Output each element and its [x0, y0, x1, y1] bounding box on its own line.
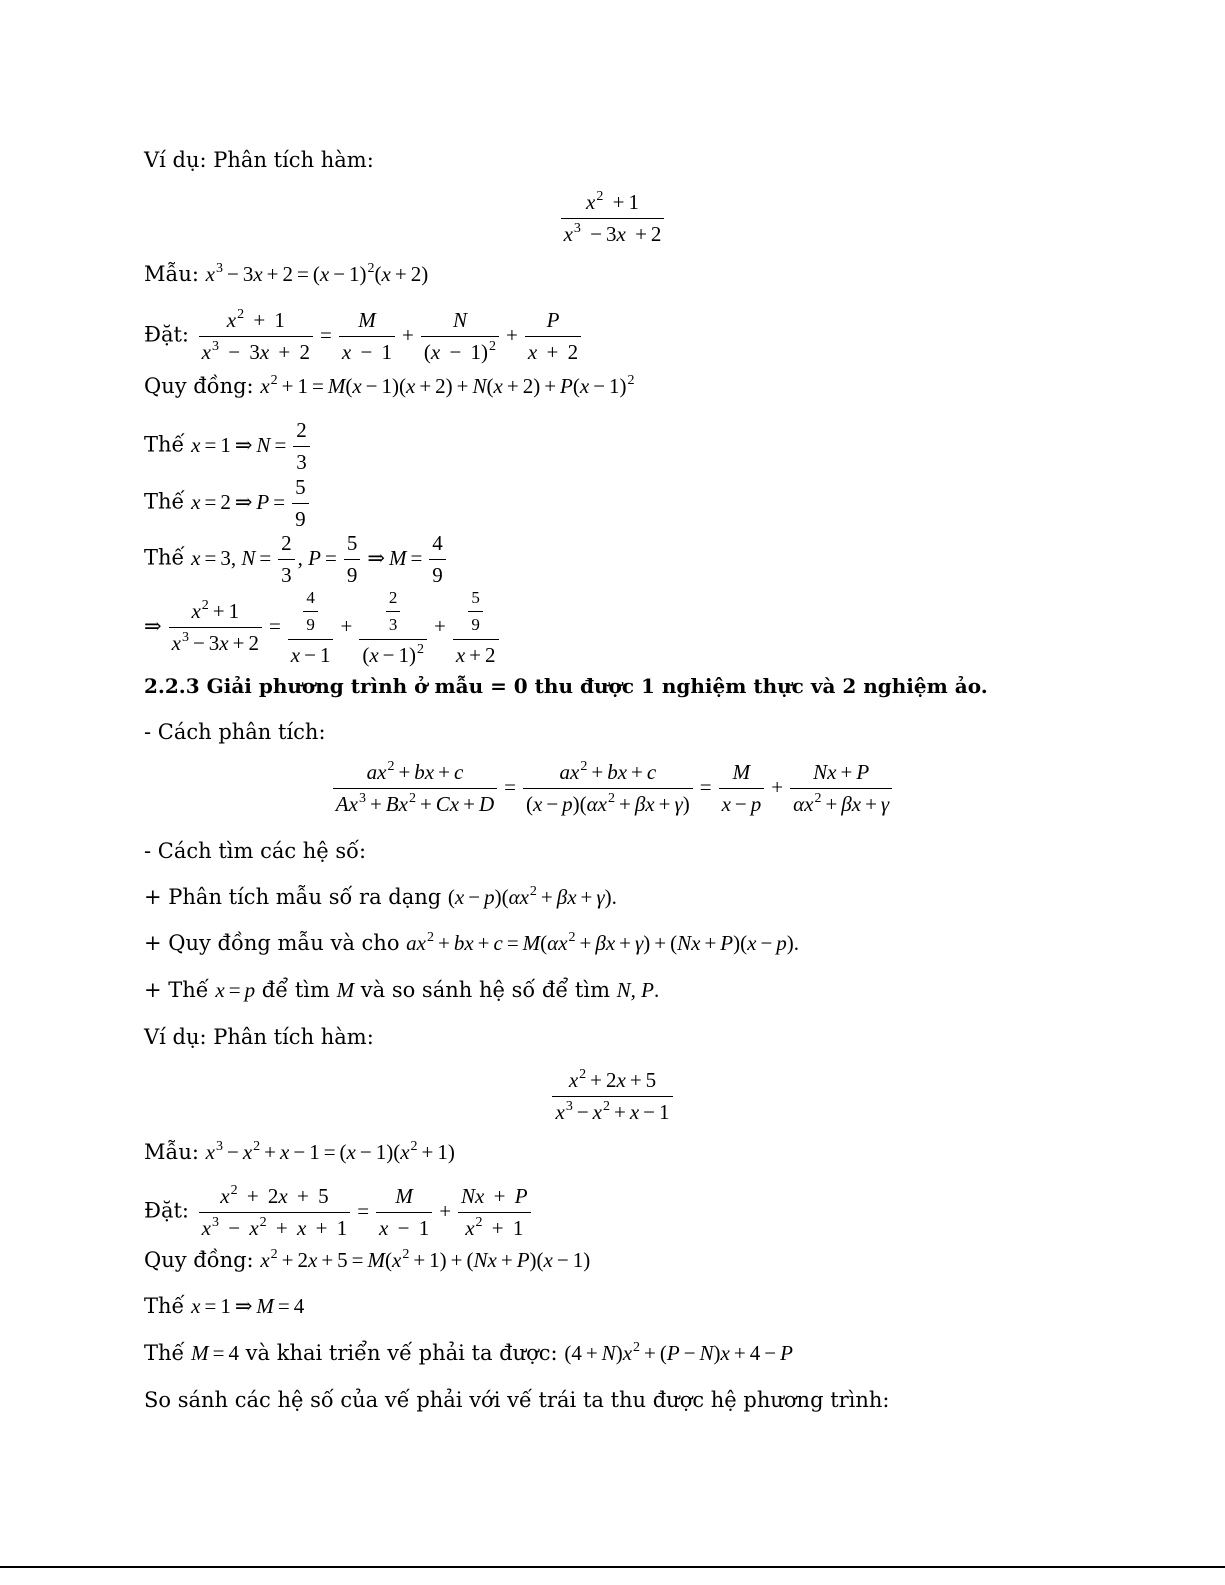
example2-common-denominator: Quy đồng: $x^2 + 2x + 5 = M(x^2 + 1) + (Nx + P)(x - 1)$ [144, 1247, 591, 1272]
analysis-method-label: - Cách phân tích: [144, 720, 326, 744]
example1-denominator-line: Mẫu: $x^3 - 3x + 2 = (x - 1)^2(x + 2)$ [144, 261, 429, 286]
example1-set-line: Đặt: $\frac{x^2 + 1}{x^3 - 3x + 2}$ = $\frac{M}{x - 1}$ + $\frac{N}{(x - 1)^2}$ + $\frac{P}{x + 2}$ [144, 308, 584, 365]
example2-denominator-line: Mẫu: $x^3 - x^2 + x - 1 = (x - 1)(x^2 + 1)$ [144, 1139, 455, 1164]
coefficient-step-1: + Phân tích mẫu số ra dạng $(x - p)(\alpha x^2 + \beta x + \gamma)$. [144, 884, 617, 909]
example1-substitute-1: Thế x = 1 ⇒ N = $\frac{2}{3}$ [144, 418, 313, 475]
example1-substitute-3: Thế x = 3, N = $\frac{2}{3}$ , P = $\frac{5}{9}$ ⇒ M = $\frac{4}{9}$ [144, 531, 449, 588]
example2-intro: Ví dụ: Phân tích hàm: [144, 1025, 374, 1049]
example1-result: ⇒ $\frac{x^2 + 1}{x^3 - 3x + 2}$ = $\frac{\frac{4}{9}}{x - 1}$ + $\frac{\frac{2}{3}}{(x - 1)^2}$ + $\frac{\frac{5}{9}}{x + 2}$ [144, 588, 502, 668]
example2-compare-coefficients: So sánh các hệ số của vế phải với vế trái ta thu được hệ phương trình: [144, 1388, 890, 1412]
coefficient-method-label: - Cách tìm các hệ số: [144, 839, 367, 863]
example2-substitute-1: Thế x = 1 ⇒ M = 4 [144, 1294, 305, 1318]
example1-intro: Ví dụ: Phân tích hàm: [144, 148, 374, 172]
general-decomposition-formula: $\frac{ax^2 + bx + c}{Ax^3 + Bx^2 + Cx + D}$ = $\frac{ax^2 + bx + c}{(x - p)(\alpha x^2 + \beta x + \gamma)}$ = $\frac{M}{x - p}$ + $\frac{Nx + P}{\alpha x^2 + \beta x + \gamma}$ [0, 760, 1225, 817]
coefficient-step-3: + Thế x = p để tìm M và so sánh hệ số để tìm N, P. [144, 978, 660, 1002]
coefficient-step-2: + Quy đồng mẫu và cho $ax^2$ + bx + $c = M(\alpha x^2 + \beta x + \gamma) + (Nx + P)(x - p)$. [144, 930, 800, 955]
example1-common-denominator: Quy đồng: $x^2 + 1 = M(x - 1)(x + 2) + N(x + 2) + P(x - 1)^2$ [144, 373, 635, 398]
example1-function: $\frac{x^2 + 1}{x^3 - 3x + 2}$ [0, 190, 1225, 247]
example2-expand: Thế M = 4 và khai triển vế phải ta được: $(4 + N)x^2 + (P - N)x + 4 - P$ [144, 1340, 793, 1365]
page-bottom-rule [0, 1566, 1225, 1568]
example2-set-line: Đặt: $\frac{x^2 + 2x + 5}{x^3 - x^2 + x + 1}$ = $\frac{M}{x - 1}$ + $\frac{Nx + P}{x^2 + 1}$ [144, 1184, 534, 1241]
example2-function: $\frac{x^2 + 2x + 5}{x^3 - x^2 + x - 1}$ [0, 1068, 1225, 1125]
example1-substitute-2: Thế x = 2 ⇒ P = $\frac{5}{9}$ [144, 475, 312, 532]
section-heading-2-2-3: 2.2.3 Giải phương trình ở mẫu = 0 thu được 1 nghiệm thực và 2 nghiệm ảo. [144, 674, 988, 698]
